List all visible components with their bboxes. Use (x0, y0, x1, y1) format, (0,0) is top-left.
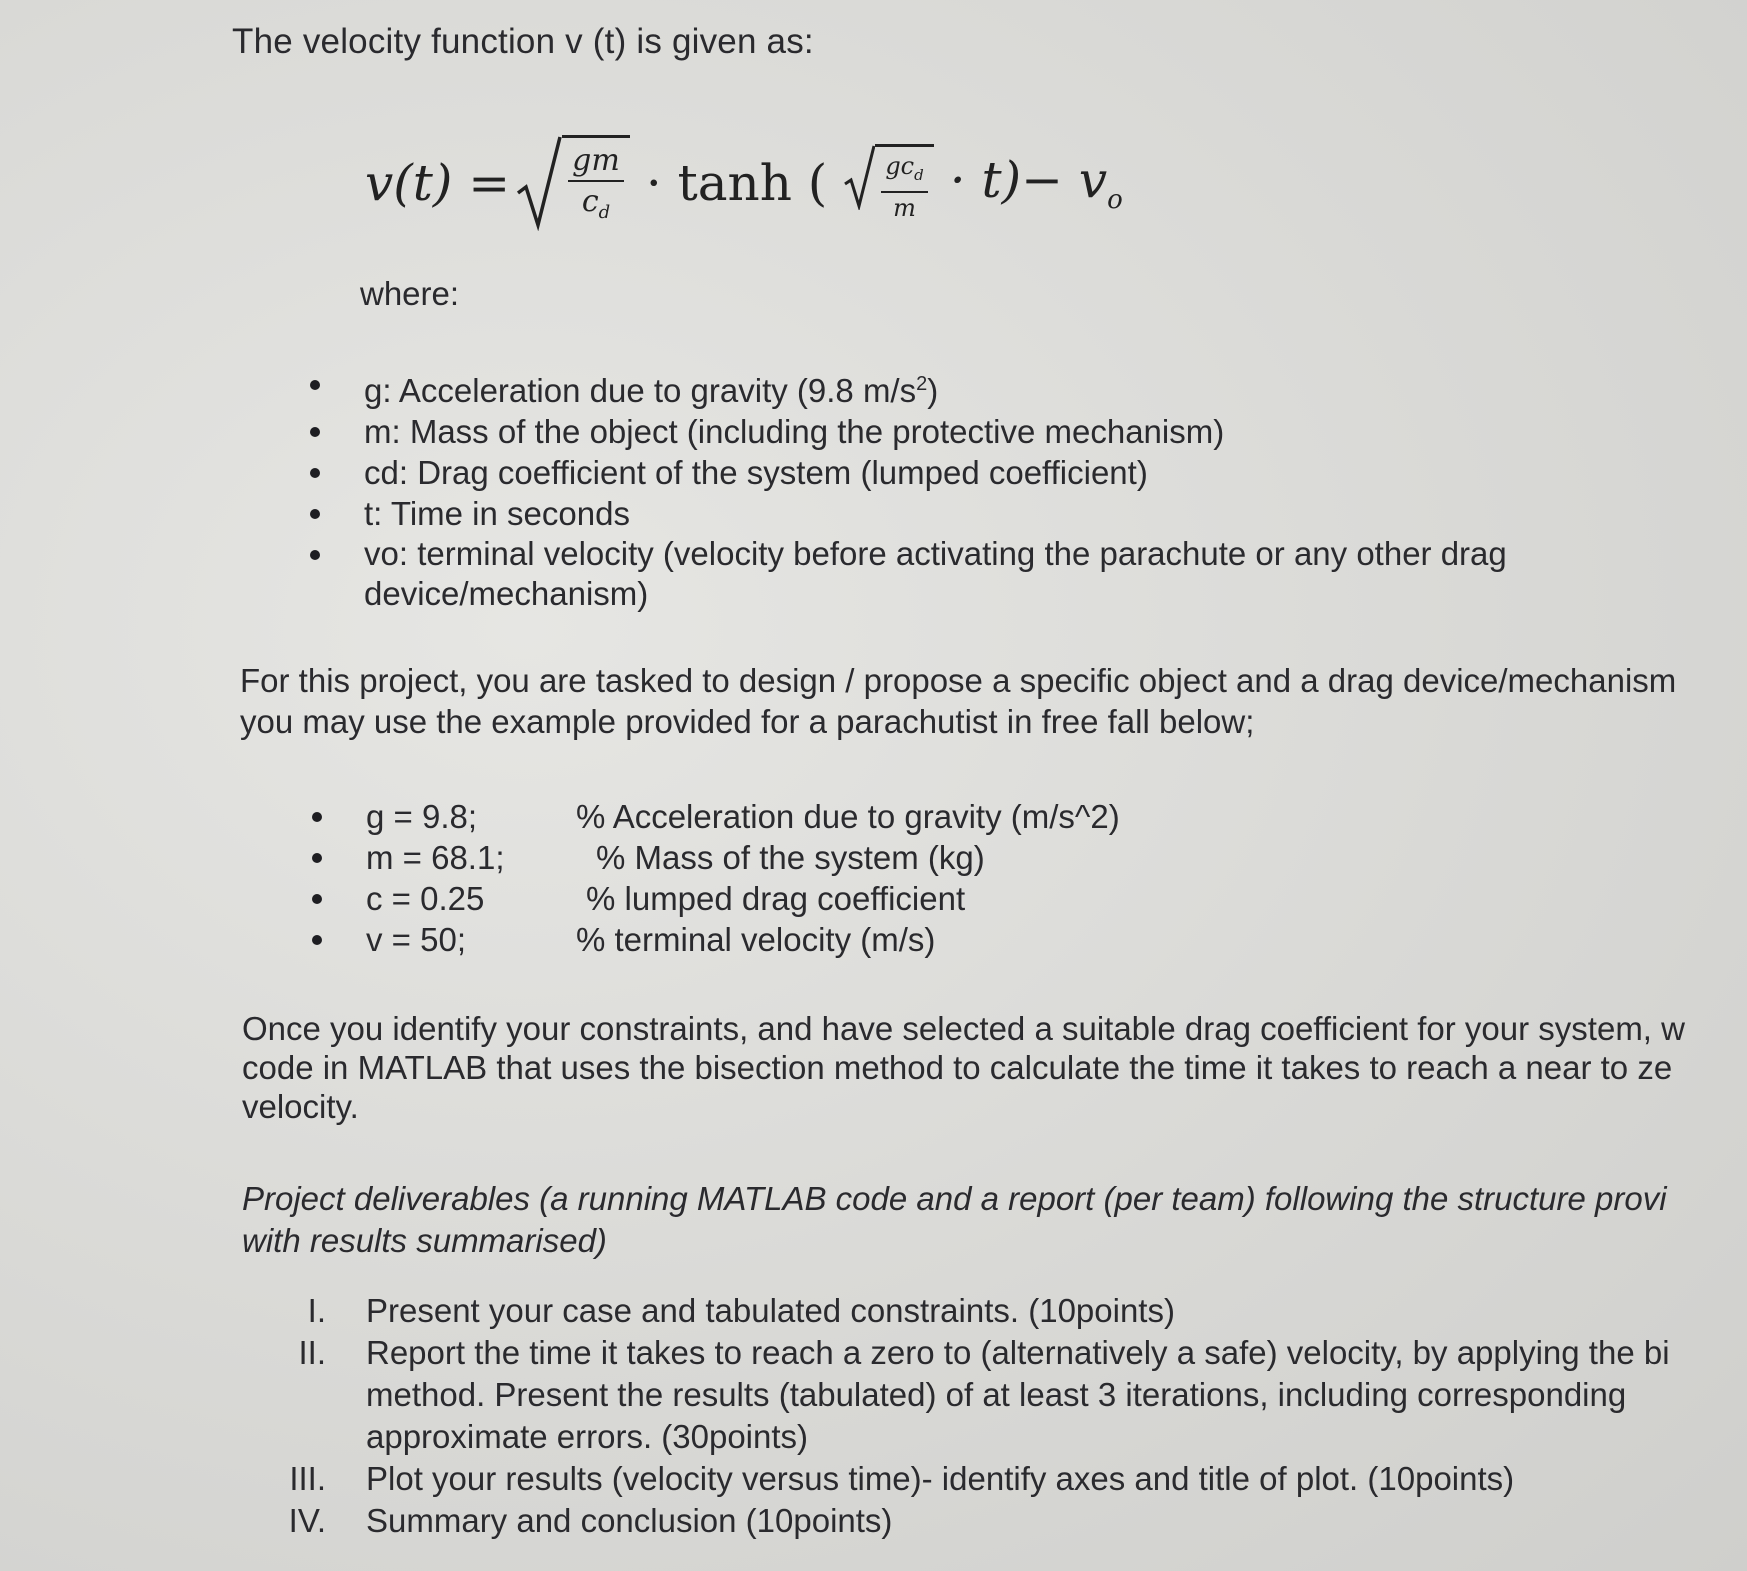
list-item: v = 50; % terminal velocity (m/s) (366, 919, 1120, 960)
bullet-icon (310, 550, 320, 560)
bullet-icon (310, 509, 320, 519)
list-item: II. Report the time it takes to reach a zero to (alternatively a safe) velocity, by applying the bi method. Present the results (tabulated) of at least 3 iterations, including corresponding approximate errors. (30points) (298, 1334, 1670, 1455)
intro-text: The velocity function v (t) is given as: (232, 22, 814, 61)
constraints-paragraph: Once you identify your constraints, and have selected a suitable drag coefficient for your system, w code in MATLAB that uses the bisection method to calculate the time it takes to reach a near to ze velocity. (242, 1010, 1685, 1125)
list-item: t: Time in seconds (364, 493, 1624, 534)
sqrt-2 (843, 144, 933, 222)
velocity-formula (365, 128, 1133, 238)
bullet-icon (312, 935, 322, 945)
list-item: vo: terminal velocity (velocity before activating the parachute or any other drag device/mechanism) (364, 534, 1624, 614)
bullet-icon (312, 894, 322, 904)
fraction-numerator: gm (568, 138, 624, 182)
bullet-icon (310, 380, 320, 390)
deliverables-paragraph: Project deliverables (a running MATLAB code and a report (per team) following the structure provi with results summarised) (242, 1180, 1667, 1259)
list-item: m: Mass of the object (including the protective mechanism) (364, 411, 1624, 452)
definitions-list (364, 364, 1624, 614)
bullet-icon (312, 812, 322, 822)
deliverables-list (288, 1290, 1670, 1542)
list-item: c = 0.25 % lumped drag coefficient (366, 878, 1120, 919)
list-item: m = 68.1; % Mass of the system (kg) (366, 837, 1120, 878)
fraction-numerator: $gc_d$ (881, 147, 927, 193)
list-item: III. Plot your results (velocity versus time)- identify axes and title of plot. (10points) (289, 1460, 1515, 1497)
list-item: cd: Drag coefficient of the system (lumped coefficient) (364, 452, 1624, 493)
radical-sign-icon (516, 135, 562, 231)
radical-sign-icon (843, 144, 875, 210)
bullet-icon (310, 468, 320, 478)
bullet-icon (312, 853, 322, 863)
fraction-denominator: $c_d$ (581, 184, 611, 223)
formula-tail: · $t)- v_o$ (949, 151, 1123, 215)
list-item: g: Acceleration due to gravity (9.8 $m/s^2$) (364, 364, 1624, 411)
list-item: I. Present your case and tabulated constraints. (10points) (307, 1292, 1175, 1329)
sqrt-1 (516, 135, 630, 231)
formula-tanh: · tanh ( (645, 154, 828, 212)
parameters-list (366, 796, 1120, 960)
project-paragraph: For this project, you are tasked to design / propose a specific object and a drag device/mechanism you may use the example provided for a parachutist in free fall below; (240, 662, 1677, 740)
fraction-denominator: m (893, 193, 916, 222)
list-item: g = 9.8; % Acceleration due to gravity (m/s^2) (366, 796, 1120, 837)
fraction-gm-over-cd (562, 135, 630, 231)
fraction-gcd-over-m (875, 144, 933, 222)
list-item: IV. Summary and conclusion (10points) (288, 1502, 893, 1539)
where-label: where: (360, 275, 460, 312)
bullet-icon (310, 427, 320, 437)
formula-lhs: v(t) = (365, 154, 511, 212)
